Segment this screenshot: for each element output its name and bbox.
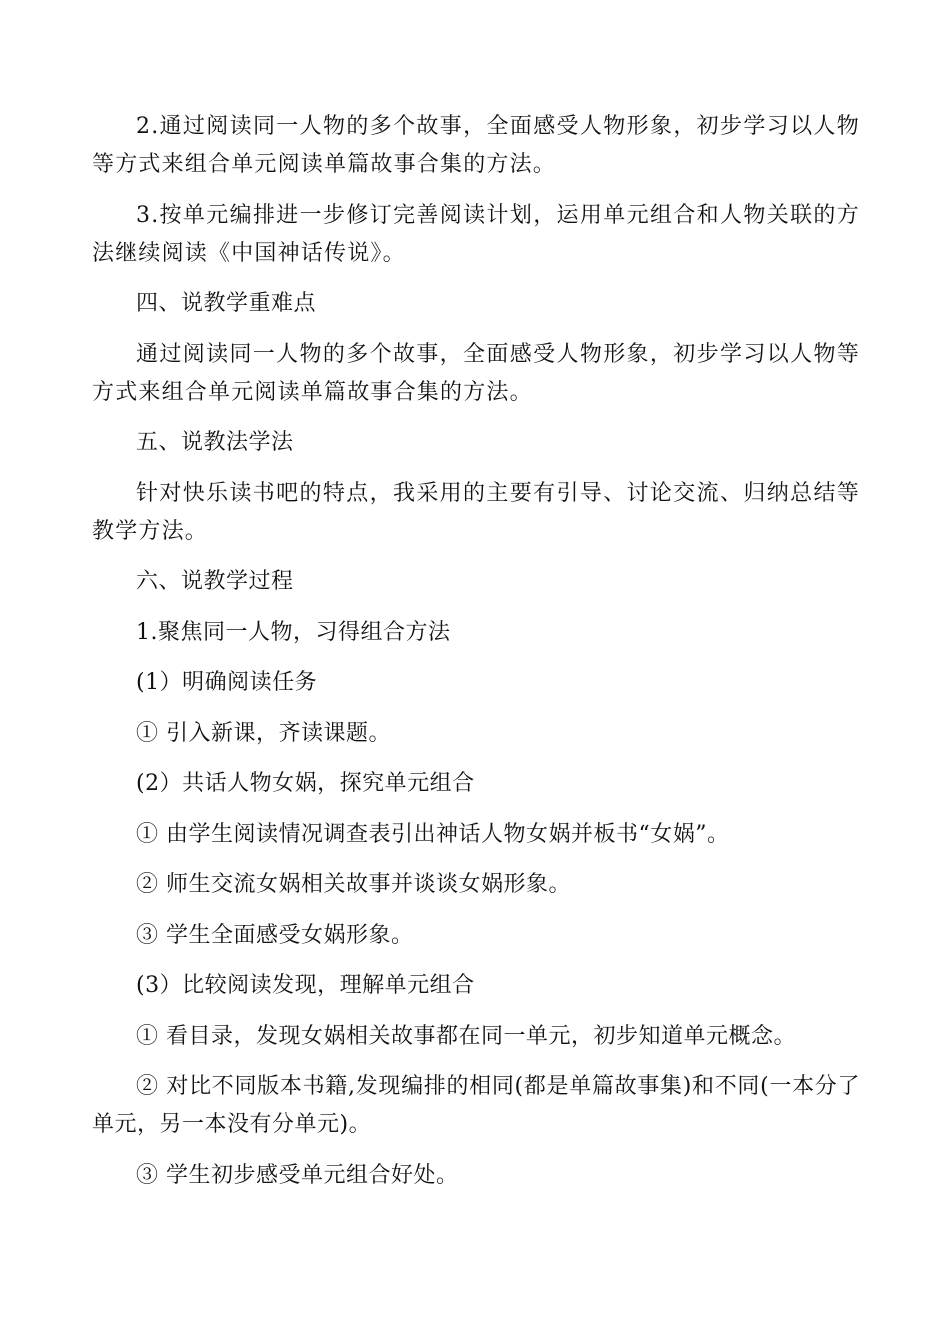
substep-1-title: (1）明确阅读任务 — [136, 670, 318, 695]
heading-teaching-methods: 五、说教法学法 — [136, 430, 294, 455]
heading-key-difficult-points: 四、说教学重难点 — [136, 291, 317, 316]
substep-3-item-2: ② 对比不同版本书籍,发现编排的相同(都是单篇故事集)和不同(一本分了单元，另一本没有分单元)。 — [92, 1074, 860, 1137]
paragraph-teaching-methods: 针对快乐读书吧的特点，我采用的主要有引导、讨论交流、归纳总结等教学方法。 — [92, 480, 860, 544]
substep-1-item-1: ① 引入新课，齐读课题。 — [136, 720, 391, 746]
substep-2-item-2: ② 师生交流女娲相关故事并谈谈女娲形象。 — [136, 872, 571, 897]
paragraph-key-difficult-points: 通过阅读同一人物的多个故事，全面感受人物形象，初步学习以人物等方式来组合单元阅读单篇故事合集的方法。 — [92, 341, 860, 405]
heading-teaching-process: 六、说教学过程 — [136, 569, 294, 594]
substep-2-item-3: ③ 学生全面感受女娲形象。 — [136, 922, 414, 948]
substep-3-title: (3）比较阅读发现，理解单元组合 — [136, 973, 475, 998]
substep-3-item-1: ① 看目录，发现女娲相关故事都在同一单元，初步知道单元概念。 — [136, 1023, 796, 1049]
paragraph-goal-3: 3.按单元编排进一步修订完善阅读计划，运用单元组合和人物关联的方法继续阅读《中国神话传说》。 — [92, 202, 860, 266]
document-page — [92, 108, 860, 1207]
substep-2-title: (2）共话人物女娲，探究单元组合 — [136, 771, 475, 796]
step-1-title: 1.聚焦同一人物，习得组合方法 — [136, 619, 451, 645]
substep-3-item-3: ③ 学生初步感受单元组合好处。 — [136, 1162, 459, 1188]
paragraph-goal-2: 2.通过阅读同一人物的多个故事，全面感受人物形象，初步学习以人物等方式来组合单元阅读单篇故事合集的方法。 — [92, 114, 860, 177]
substep-2-item-1: ① 由学生阅读情况调查表引出神话人物女娲并板书“女娲”。 — [136, 821, 730, 847]
